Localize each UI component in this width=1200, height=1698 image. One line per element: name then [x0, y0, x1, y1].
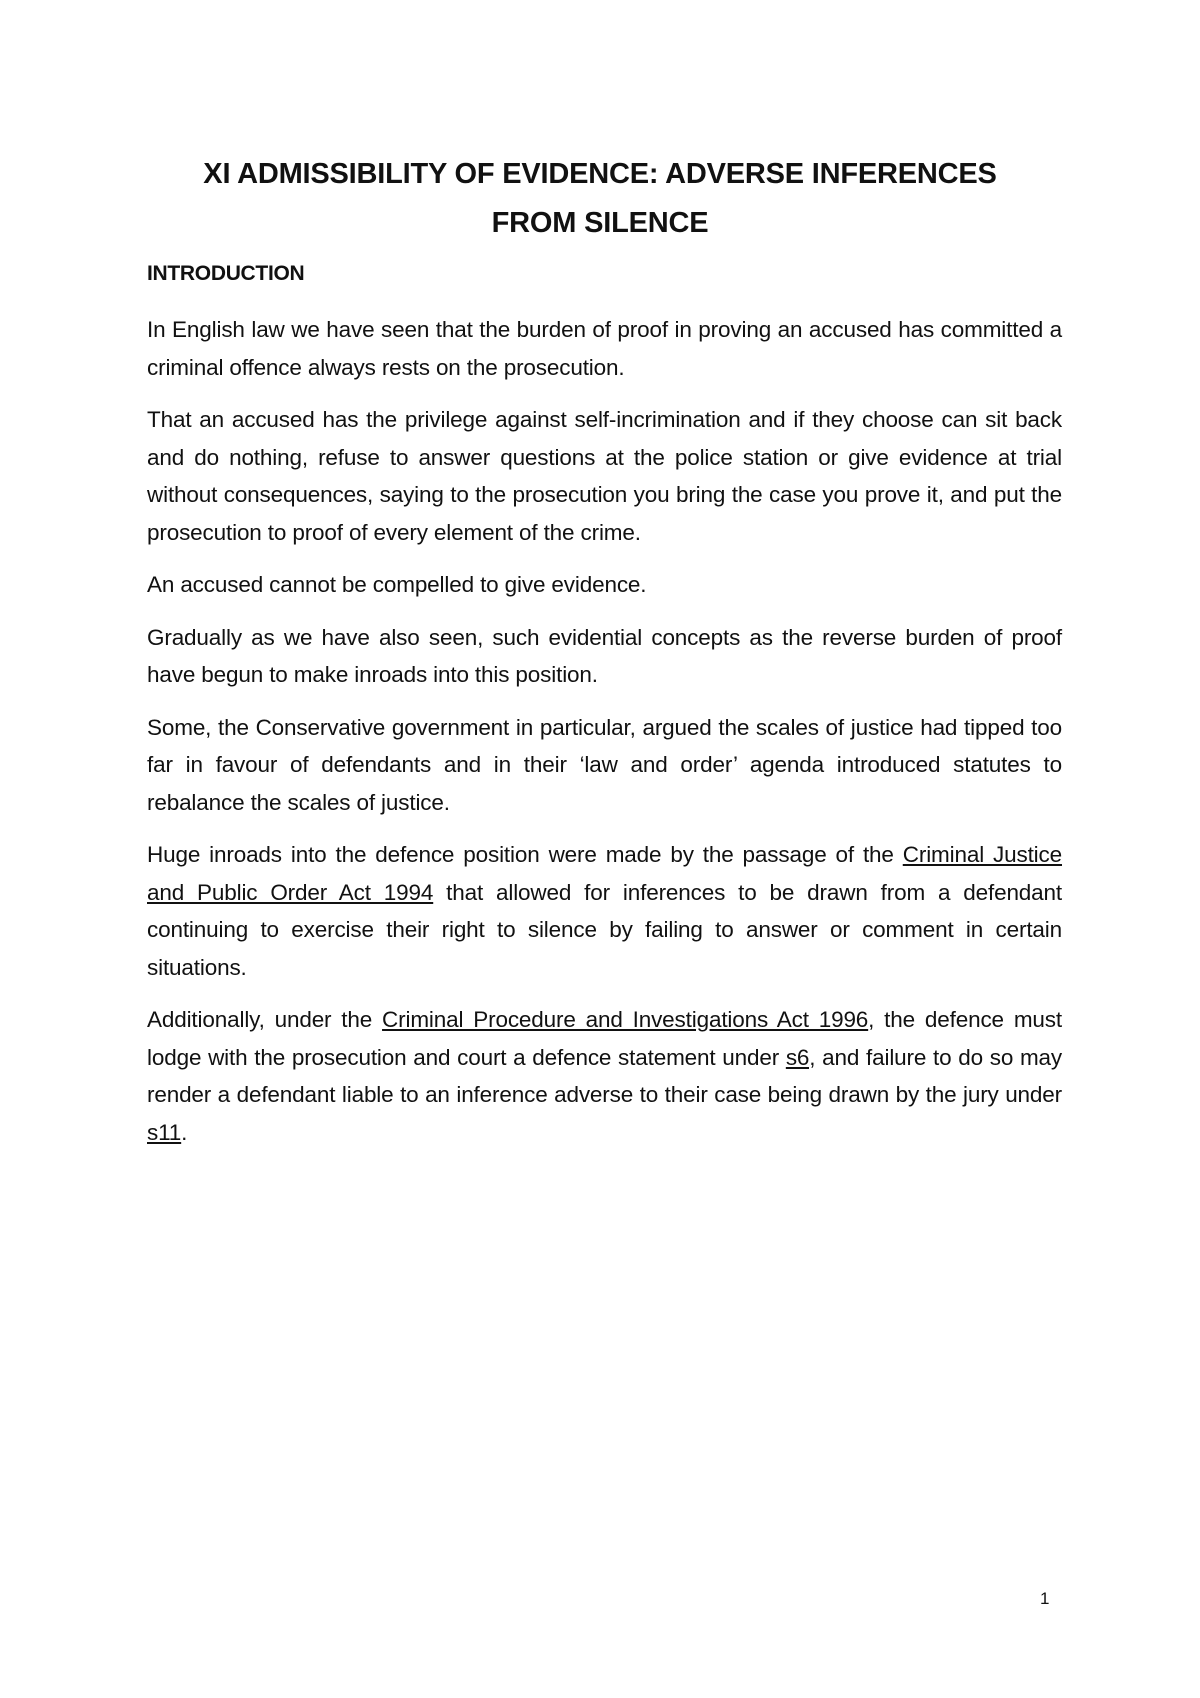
paragraph-6: [147, 836, 1062, 986]
paragraph-7-text-1: Additionally, under the: [147, 1007, 383, 1032]
paragraph-7-text-3: and failure to do so may render a defendant liable to an inference adverse to their case being drawn by the jury under: [147, 1044, 1063, 1107]
section-6-link[interactable]: s6,: [785, 1044, 816, 1070]
title-line-2: FROM SILENCE: [491, 207, 709, 239]
title-line-1: XI ADMISSIBILITY OF EVIDENCE: ADVERSE INFERENCES: [203, 158, 997, 190]
paragraph-1: In English law we have seen that the burden of proof in proving an accused has committed a criminal offence always rests on the prosecution.: [147, 317, 1062, 380]
document-body: [147, 259, 1062, 1166]
paragraph-7-text-2: , the defence must lodge with the prosecution and court a defence statement under: [147, 1007, 1062, 1070]
paragraph-5: Some, the Conservative government in particular, argued the scales of justice had tipped too far in favour of defendants and in their ‘law and order’ agenda introduced statutes to rebalance the scales of justice.: [147, 714, 1062, 815]
criminal-justice-act-link[interactable]: Criminal Justice and Public Order Act 1994: [147, 842, 1062, 905]
paragraph-7-text-4: .: [181, 1119, 188, 1145]
paragraph-4: Gradually as we have also seen, such evidential concepts as the reverse burden of proof have begun to make inroads into this position.: [147, 624, 1062, 687]
page-number: 1: [1040, 1589, 1050, 1608]
section-11-link[interactable]: s11: [147, 1119, 182, 1145]
paragraph-3: An accused cannot be compelled to give evidence.: [147, 572, 647, 597]
paragraph-6-text-after: that allowed for inferences to be drawn from a defendant continuing to exercise their right to silence by failing to answer or comment in certain situations.: [147, 879, 1062, 980]
document-title: [0, 150, 1200, 248]
paragraph-6-text-before: Huge inroads into the defence position were made by the passage of the: [147, 842, 903, 867]
section-heading: INTRODUCTION: [147, 262, 305, 285]
paragraph-7: [147, 1001, 1062, 1151]
paragraph-2: That an accused has the privilege against self-incrimination and if they choose can sit back and do nothing, refuse to answer questions at the police station or give evidence at trial without consequences, saying to the prosecution you bring the case you prove it, and put the prosecution to proof of every element of the crime.: [147, 407, 1062, 545]
criminal-procedure-act-link[interactable]: Criminal Procedure and Investigations Act 1996: [382, 1007, 869, 1032]
